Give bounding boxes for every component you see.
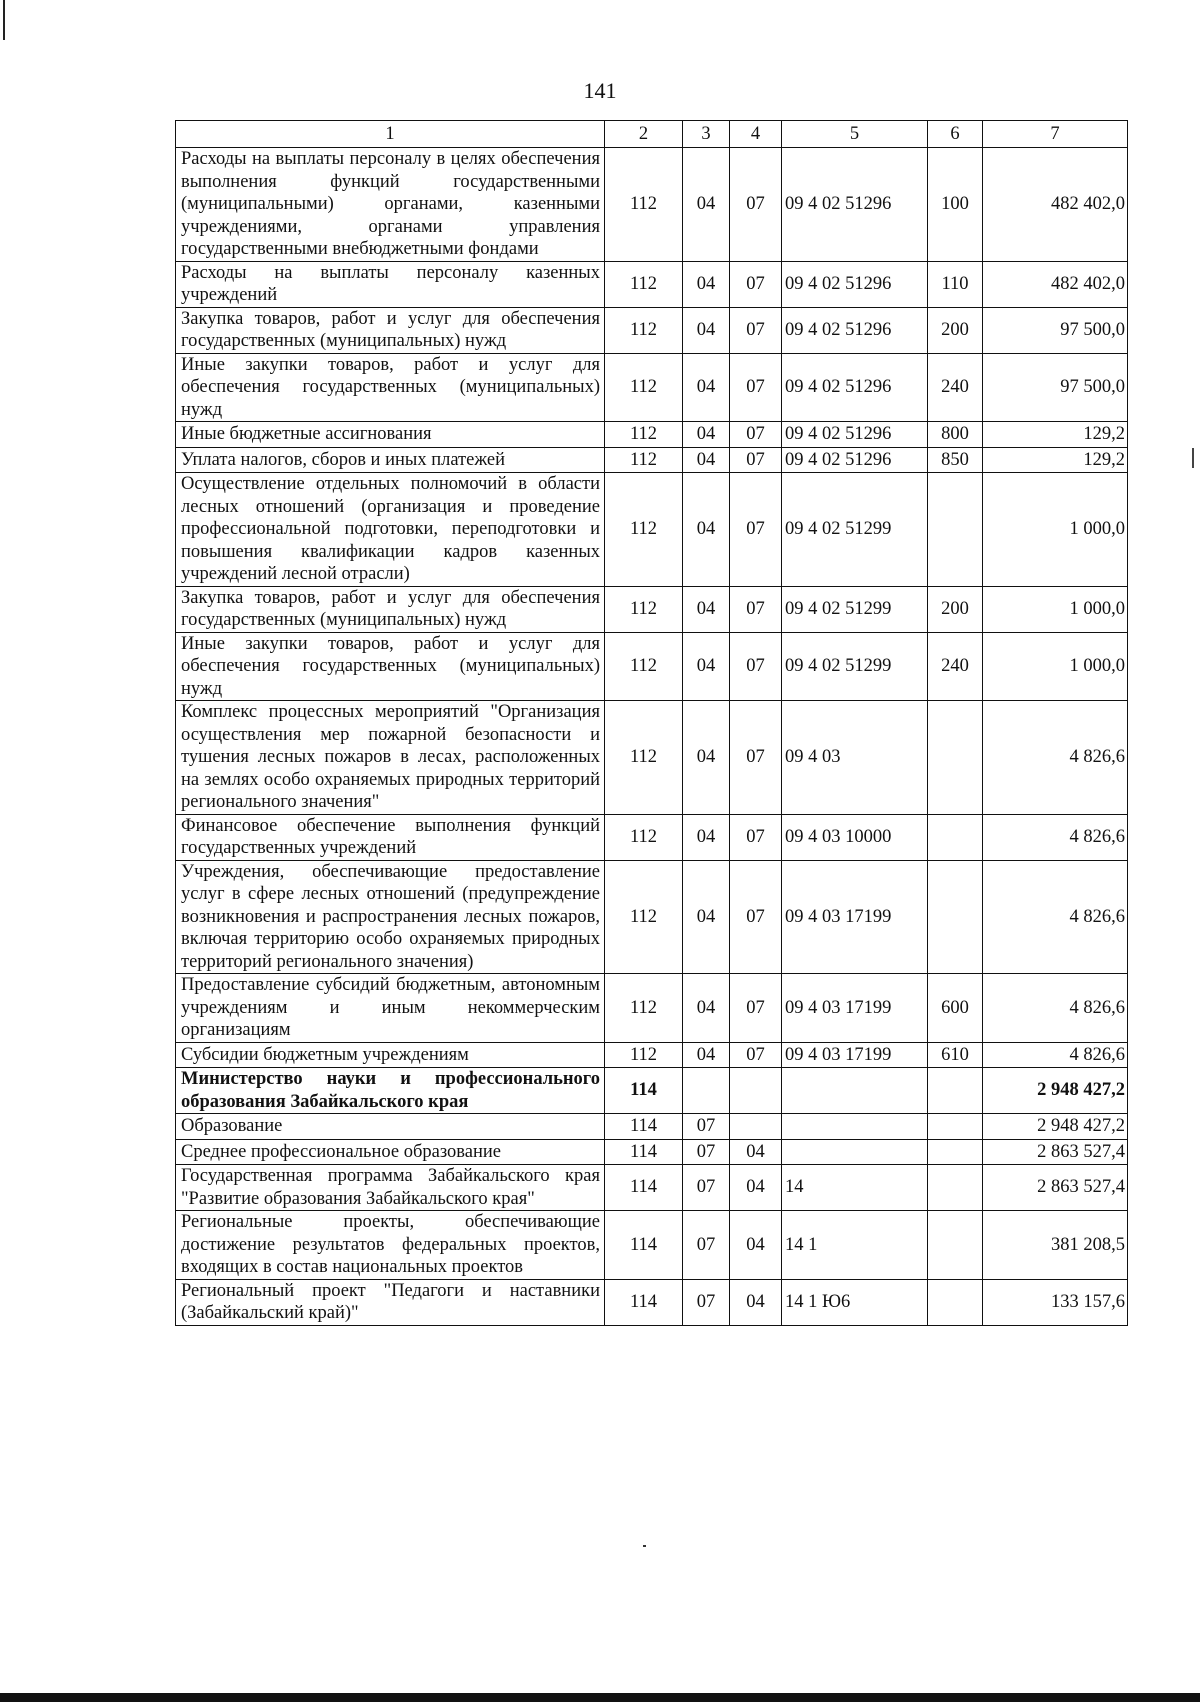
admin-code-cell: 112 [605,422,683,448]
table-row [176,1042,1128,1068]
target-article-cell: 09 4 02 51299 [782,473,928,587]
section-cell: 04 [683,860,730,974]
column-header: 7 [983,121,1128,148]
table-row [176,307,1128,353]
table-body [176,121,1128,1326]
description-cell: Среднее профессиональное образование [176,1139,605,1165]
subsection-cell: 07 [730,701,782,815]
admin-code-cell: 112 [605,307,683,353]
column-header: 3 [683,121,730,148]
subsection-cell: 04 [730,1279,782,1325]
section-cell: 04 [683,974,730,1043]
section-cell: 04 [683,632,730,701]
target-article-cell [782,1139,928,1165]
target-article-cell: 09 4 03 17199 [782,1042,928,1068]
subsection-cell [730,1068,782,1114]
description-cell: Закупка товаров, работ и услуг для обеспечения государственных (муниципальных) нужд [176,307,605,353]
admin-code-cell: 112 [605,148,683,262]
target-article-cell: 09 4 03 [782,701,928,815]
scan-speck [643,1545,646,1547]
expense-type-cell [928,1114,983,1140]
subsection-cell: 07 [730,974,782,1043]
expense-type-cell: 600 [928,974,983,1043]
target-article-cell [782,1068,928,1114]
expense-type-cell [928,1279,983,1325]
section-cell: 04 [683,447,730,473]
scan-edge-mark [3,0,5,40]
admin-code-cell: 114 [605,1165,683,1211]
description-cell: Финансовое обеспечение выполнения функций государственных учреждений [176,814,605,860]
admin-code-cell: 114 [605,1114,683,1140]
admin-code-cell: 112 [605,261,683,307]
description-cell: Образование [176,1114,605,1140]
admin-code-cell: 112 [605,447,683,473]
admin-code-cell: 112 [605,632,683,701]
column-header: 6 [928,121,983,148]
expense-type-cell: 240 [928,353,983,422]
expense-type-cell [928,814,983,860]
table-row [176,422,1128,448]
amount-cell: 4 826,6 [983,860,1128,974]
admin-code-cell: 112 [605,586,683,632]
table-row [176,1114,1128,1140]
column-header: 4 [730,121,782,148]
description-cell: Иные закупки товаров, работ и услуг для обеспечения государственных (муниципальных) нужд [176,353,605,422]
expense-type-cell [928,1211,983,1280]
description-cell: Расходы на выплаты персоналу казенных учреждений [176,261,605,307]
description-cell: Министерство науки и профессионального образования Забайкальского края [176,1068,605,1114]
expense-type-cell: 850 [928,447,983,473]
subsection-cell: 07 [730,353,782,422]
column-header: 1 [176,121,605,148]
amount-cell: 1 000,0 [983,586,1128,632]
description-cell: Закупка товаров, работ и услуг для обеспечения государственных (муниципальных) нужд [176,586,605,632]
target-article-cell: 09 4 02 51299 [782,632,928,701]
section-cell: 07 [683,1139,730,1165]
description-cell: Комплекс процессных мероприятий "Организация осуществления мер пожарной безопасности и тушения лесных пожаров в лесах, расположенных на землях особо охраняемых природных территорий регионального значения" [176,701,605,815]
target-article-cell: 09 4 03 17199 [782,860,928,974]
amount-cell: 482 402,0 [983,148,1128,262]
table-row [176,1068,1128,1114]
subsection-cell: 07 [730,814,782,860]
description-cell: Предоставление субсидий бюджетным, автономным учреждениям и иным некоммерческим организациям [176,974,605,1043]
table-row [176,261,1128,307]
subsection-cell: 07 [730,632,782,701]
section-cell: 07 [683,1211,730,1280]
subsection-cell: 07 [730,148,782,262]
table-row [176,586,1128,632]
subsection-cell: 07 [730,422,782,448]
subsection-cell [730,1114,782,1140]
section-cell: 04 [683,148,730,262]
expense-type-cell: 200 [928,307,983,353]
amount-cell: 2 863 527,4 [983,1165,1128,1211]
expense-type-cell: 110 [928,261,983,307]
expense-type-cell: 800 [928,422,983,448]
section-cell: 04 [683,814,730,860]
expense-type-cell [928,1139,983,1165]
target-article-cell: 09 4 02 51296 [782,447,928,473]
admin-code-cell: 112 [605,814,683,860]
target-article-cell [782,1114,928,1140]
admin-code-cell: 114 [605,1139,683,1165]
section-cell: 04 [683,307,730,353]
amount-cell: 4 826,6 [983,974,1128,1043]
scan-bottom-edge [0,1693,1200,1702]
target-article-cell: 09 4 02 51296 [782,261,928,307]
description-cell: Государственная программа Забайкальского края "Развитие образования Забайкальского края" [176,1165,605,1211]
expense-type-cell: 240 [928,632,983,701]
expense-type-cell: 100 [928,148,983,262]
column-header: 2 [605,121,683,148]
expense-type-cell [928,1165,983,1211]
section-cell: 04 [683,586,730,632]
description-cell: Региональные проекты, обеспечивающие достижение результатов федеральных проектов, входящих в состав национальных проектов [176,1211,605,1280]
subsection-cell: 04 [730,1211,782,1280]
subsection-cell: 07 [730,860,782,974]
section-cell: 07 [683,1165,730,1211]
section-cell [683,1068,730,1114]
admin-code-cell: 114 [605,1068,683,1114]
amount-cell: 97 500,0 [983,307,1128,353]
section-cell: 04 [683,473,730,587]
admin-code-cell: 114 [605,1211,683,1280]
table-row [176,860,1128,974]
description-cell: Субсидии бюджетным учреждениям [176,1042,605,1068]
expense-type-cell [928,860,983,974]
amount-cell: 1 000,0 [983,473,1128,587]
table-row [176,632,1128,701]
description-cell: Иные закупки товаров, работ и услуг для обеспечения государственных (муниципальных) нужд [176,632,605,701]
target-article-cell: 14 1 [782,1211,928,1280]
amount-cell: 4 826,6 [983,701,1128,815]
section-cell: 04 [683,1042,730,1068]
admin-code-cell: 112 [605,473,683,587]
amount-cell: 129,2 [983,422,1128,448]
amount-cell: 4 826,6 [983,1042,1128,1068]
section-cell: 04 [683,261,730,307]
expense-type-cell [928,701,983,815]
table-row [176,1211,1128,1280]
subsection-cell: 07 [730,447,782,473]
amount-cell: 2 948 427,2 [983,1068,1128,1114]
column-header: 5 [782,121,928,148]
description-cell: Региональный проект "Педагоги и наставники (Забайкальский край)" [176,1279,605,1325]
table-row [176,447,1128,473]
admin-code-cell: 112 [605,701,683,815]
target-article-cell: 09 4 03 10000 [782,814,928,860]
table-row [176,1165,1128,1211]
expense-type-cell [928,473,983,587]
amount-cell: 482 402,0 [983,261,1128,307]
description-cell: Расходы на выплаты персоналу в целях обеспечения выполнения функций государственными (муниципальными) органами, казенными учреждениями, органами управления государственными внебюджетными фондами [176,148,605,262]
expense-type-cell: 610 [928,1042,983,1068]
admin-code-cell: 114 [605,1279,683,1325]
target-article-cell: 09 4 02 51296 [782,148,928,262]
description-cell: Осуществление отдельных полномочий в области лесных отношений (организация и проведение профессиональной подготовки, переподготовки и повышения квалификации кадров казенных учреждений лесной отрасли) [176,473,605,587]
subsection-cell: 07 [730,586,782,632]
expense-type-cell: 200 [928,586,983,632]
table-row [176,814,1128,860]
target-article-cell: 09 4 02 51296 [782,353,928,422]
amount-cell: 2 948 427,2 [983,1114,1128,1140]
admin-code-cell: 112 [605,1042,683,1068]
expense-type-cell [928,1068,983,1114]
amount-cell: 97 500,0 [983,353,1128,422]
amount-cell: 381 208,5 [983,1211,1128,1280]
subsection-cell: 04 [730,1139,782,1165]
amount-cell: 4 826,6 [983,814,1128,860]
subsection-cell: 07 [730,261,782,307]
section-cell: 04 [683,353,730,422]
description-cell: Уплата налогов, сборов и иных платежей [176,447,605,473]
subsection-cell: 07 [730,307,782,353]
amount-cell: 129,2 [983,447,1128,473]
table-row [176,974,1128,1043]
admin-code-cell: 112 [605,974,683,1043]
subsection-cell: 07 [730,473,782,587]
target-article-cell: 09 4 03 17199 [782,974,928,1043]
admin-code-cell: 112 [605,353,683,422]
subsection-cell: 04 [730,1165,782,1211]
amount-cell: 1 000,0 [983,632,1128,701]
budget-table [175,120,1128,1326]
target-article-cell: 14 [782,1165,928,1211]
target-article-cell: 09 4 02 51296 [782,422,928,448]
table-header-row [176,121,1128,148]
page-number: 141 [583,78,617,103]
section-cell: 07 [683,1279,730,1325]
table-row [176,1279,1128,1325]
description-cell: Иные бюджетные ассигнования [176,422,605,448]
amount-cell: 133 157,6 [983,1279,1128,1325]
amount-cell: 2 863 527,4 [983,1139,1128,1165]
table-row [176,353,1128,422]
table-row [176,473,1128,587]
section-cell: 04 [683,422,730,448]
section-cell: 07 [683,1114,730,1140]
admin-code-cell: 112 [605,860,683,974]
target-article-cell: 09 4 02 51299 [782,586,928,632]
scan-margin-mark [1192,448,1194,468]
target-article-cell: 14 1 Ю6 [782,1279,928,1325]
description-cell: Учреждения, обеспечивающие предоставление услуг в сфере лесных отношений (предупреждение возникновения и распространения лесных пожаров, включая территорию особо охраняемых природных территорий регионального значения) [176,860,605,974]
subsection-cell: 07 [730,1042,782,1068]
target-article-cell: 09 4 02 51296 [782,307,928,353]
table-row [176,1139,1128,1165]
section-cell: 04 [683,701,730,815]
table-row [176,148,1128,262]
table-row [176,701,1128,815]
